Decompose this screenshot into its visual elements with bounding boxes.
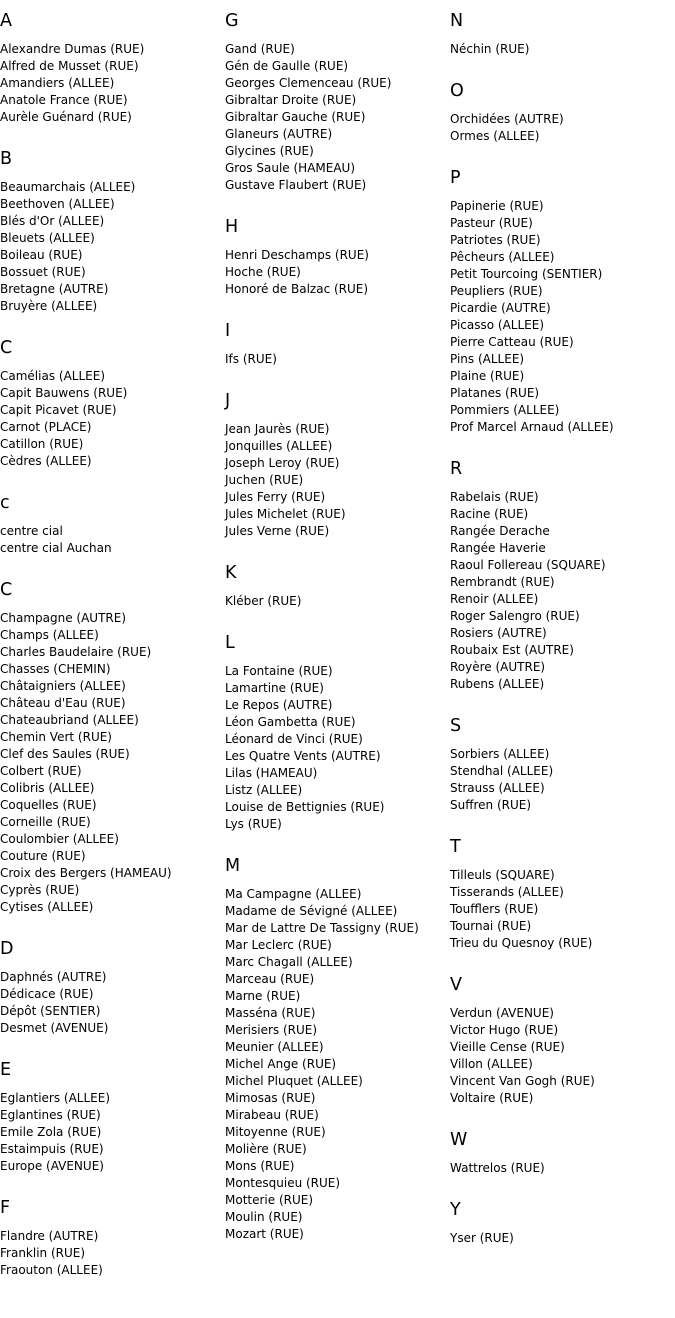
street-item: Pins (ALLEE) <box>450 352 525 366</box>
street-list <box>0 179 225 315</box>
street-item: Rosiers (AUTRE) <box>450 626 547 640</box>
street-list <box>0 41 225 126</box>
letter-group <box>225 391 450 540</box>
letter-heading: C <box>0 338 13 358</box>
letter-group <box>450 81 675 145</box>
street-item: Cèdres (ALLEE) <box>0 454 92 468</box>
street-item: Meunier (ALLEE) <box>225 1040 324 1054</box>
street-item: Champagne (AUTRE) <box>0 611 127 625</box>
street-item: Michel Ange (RUE) <box>225 1057 337 1071</box>
street-item: Georges Clemenceau (RUE) <box>225 76 392 90</box>
street-item: Cyprès (RUE) <box>0 883 80 897</box>
street-item: Prof Marcel Arnaud (ALLEE) <box>450 420 614 434</box>
street-item: Dépôt (SENTIER) <box>0 1004 101 1018</box>
letter-heading: Y <box>450 1200 461 1220</box>
street-item: Mimosas (RUE) <box>225 1091 316 1105</box>
street-list <box>0 368 225 470</box>
street-item: Desmet (AVENUE) <box>0 1021 109 1035</box>
street-item: Jean Jaurès (RUE) <box>225 422 330 436</box>
letter-heading: F <box>0 1198 11 1218</box>
letter-heading: D <box>0 939 14 959</box>
street-item: Mar Leclerc (RUE) <box>225 938 332 952</box>
letter-heading: N <box>450 11 464 31</box>
street-list <box>450 1005 675 1107</box>
street-item: Merisiers (RUE) <box>225 1023 318 1037</box>
street-item: Dédicace (RUE) <box>0 987 94 1001</box>
letter-heading: E <box>0 1060 12 1080</box>
street-item: Villon (ALLEE) <box>450 1057 533 1071</box>
street-item: Croix des Bergers (HAMEAU) <box>0 866 172 880</box>
letter-group <box>450 975 675 1107</box>
index-column <box>450 0 675 1247</box>
street-item: Le Repos (AUTRE) <box>225 698 333 712</box>
street-item: Bleuets (ALLEE) <box>0 231 95 245</box>
street-item: Suffren (RUE) <box>450 798 532 812</box>
street-item: Marne (RUE) <box>225 989 301 1003</box>
street-item: Juchen (RUE) <box>225 473 304 487</box>
letter-heading: B <box>0 149 13 169</box>
letter-group <box>225 856 450 1243</box>
street-item: Yser (RUE) <box>450 1231 514 1245</box>
street-item: Jules Verne (RUE) <box>225 524 330 538</box>
street-item: Petit Tourcoing (SENTIER) <box>450 267 603 281</box>
street-item: Alfred de Musset (RUE) <box>0 59 139 73</box>
street-item: Charles Baudelaire (RUE) <box>0 645 152 659</box>
street-item: Raoul Follereau (SQUARE) <box>450 558 606 572</box>
street-list <box>225 663 450 833</box>
letter-heading: O <box>450 81 464 101</box>
street-item: Racine (RUE) <box>450 507 529 521</box>
street-list <box>0 523 225 557</box>
street-item: Masséna (RUE) <box>225 1006 316 1020</box>
street-item: Mozart (RUE) <box>225 1227 304 1241</box>
street-item: Stendhal (ALLEE) <box>450 764 554 778</box>
letter-heading: I <box>225 321 231 341</box>
street-item: Coulombier (ALLEE) <box>0 832 119 846</box>
street-item: Tilleuls (SQUARE) <box>450 868 555 882</box>
street-item: Blés d'Or (ALLEE) <box>0 214 105 228</box>
street-item: Colibris (ALLEE) <box>0 781 95 795</box>
street-item: Royère (AUTRE) <box>450 660 546 674</box>
street-item: Clef des Saules (RUE) <box>0 747 130 761</box>
street-list <box>0 1228 225 1279</box>
street-item: Montesquieu (RUE) <box>225 1176 341 1190</box>
street-list <box>450 867 675 952</box>
letter-heading: G <box>225 11 239 31</box>
street-item: Ifs (RUE) <box>225 352 277 366</box>
street-item: Voltaire (RUE) <box>450 1091 534 1105</box>
street-item: Chemin Vert (RUE) <box>0 730 112 744</box>
index-column <box>0 0 225 1279</box>
street-list <box>225 421 450 540</box>
street-item: Jules Ferry (RUE) <box>225 490 326 504</box>
letter-heading: K <box>225 563 237 583</box>
letter-heading: A <box>0 11 12 31</box>
street-item: Bretagne (AUTRE) <box>0 282 109 296</box>
street-item: Chateaubriand (ALLEE) <box>0 713 139 727</box>
street-item: Roubaix Est (AUTRE) <box>450 643 574 657</box>
letter-heading: M <box>225 856 241 876</box>
letter-group <box>450 459 675 693</box>
street-item: Franklin (RUE) <box>0 1246 86 1260</box>
street-item: Henri Deschamps (RUE) <box>225 248 369 262</box>
street-item: Alexandre Dumas (RUE) <box>0 42 145 56</box>
street-list <box>450 1160 675 1177</box>
letter-heading: C <box>0 580 13 600</box>
street-item: Léon Gambetta (RUE) <box>225 715 356 729</box>
letter-heading: R <box>450 459 463 479</box>
street-list <box>0 969 225 1037</box>
street-item: Corneille (RUE) <box>0 815 91 829</box>
letter-group <box>225 11 450 194</box>
street-item: Pommiers (ALLEE) <box>450 403 560 417</box>
street-item: La Fontaine (RUE) <box>225 664 333 678</box>
street-list <box>225 41 450 194</box>
street-item: Moulin (RUE) <box>225 1210 303 1224</box>
street-item: Europe (AVENUE) <box>0 1159 104 1173</box>
street-item: Mitoyenne (RUE) <box>225 1125 326 1139</box>
letter-heading: J <box>225 391 231 411</box>
letter-group <box>450 837 675 952</box>
street-list <box>450 198 675 436</box>
letter-heading: S <box>450 716 462 736</box>
street-list <box>450 111 675 145</box>
street-item: Tournai (RUE) <box>450 919 532 933</box>
street-item: Lys (RUE) <box>225 817 282 831</box>
street-item: Rangée Derache <box>450 524 550 538</box>
street-item: Bossuet (RUE) <box>0 265 86 279</box>
street-item: Patriotes (RUE) <box>450 233 541 247</box>
street-item: Rubens (ALLEE) <box>450 677 545 691</box>
street-item: Listz (ALLEE) <box>225 783 303 797</box>
letter-group <box>225 321 450 368</box>
letter-group <box>0 1198 225 1279</box>
street-list <box>450 41 675 58</box>
street-item: Néchin (RUE) <box>450 42 530 56</box>
street-item: Gibraltar Droite (RUE) <box>225 93 357 107</box>
street-item: Michel Pluquet (ALLEE) <box>225 1074 363 1088</box>
letter-group <box>450 168 675 436</box>
street-item: Picasso (ALLEE) <box>450 318 545 332</box>
street-item: Cytises (ALLEE) <box>0 900 94 914</box>
street-item: Platanes (RUE) <box>450 386 540 400</box>
street-list <box>450 489 675 693</box>
street-item: Anatole France (RUE) <box>0 93 128 107</box>
letter-group <box>450 1130 675 1177</box>
street-list <box>450 746 675 814</box>
street-item: Camélias (ALLEE) <box>0 369 105 383</box>
street-item: Capit Picavet (RUE) <box>0 403 117 417</box>
street-item: Flandre (AUTRE) <box>0 1229 99 1243</box>
street-item: Mar de Lattre De Tassigny (RUE) <box>225 921 419 935</box>
letter-group <box>0 939 225 1037</box>
letter-heading: c <box>0 493 10 513</box>
letter-heading: T <box>450 837 461 857</box>
street-list <box>225 351 450 368</box>
street-item: Marc Chagall (ALLEE) <box>225 955 353 969</box>
street-item: Ormes (ALLEE) <box>450 129 540 143</box>
street-item: Ma Campagne (ALLEE) <box>225 887 362 901</box>
street-item: Capit Bauwens (RUE) <box>0 386 128 400</box>
street-item: Jules Michelet (RUE) <box>225 507 346 521</box>
street-item: Estaimpuis (RUE) <box>0 1142 104 1156</box>
letter-group <box>0 580 225 916</box>
street-item: Les Quatre Vents (AUTRE) <box>225 749 381 763</box>
street-item: Beethoven (ALLEE) <box>0 197 115 211</box>
street-item: Chasses (CHEMIN) <box>0 662 111 676</box>
letter-group <box>0 1060 225 1175</box>
street-item: Vieille Cense (RUE) <box>450 1040 565 1054</box>
letter-group <box>450 716 675 814</box>
street-item: Amandiers (ALLEE) <box>0 76 115 90</box>
street-list <box>225 247 450 298</box>
letter-group <box>450 11 675 58</box>
street-item: Roger Salengro (RUE) <box>450 609 580 623</box>
street-item: Orchidées (AUTRE) <box>450 112 564 126</box>
street-item: Peupliers (RUE) <box>450 284 543 298</box>
street-item: Rabelais (RUE) <box>450 490 539 504</box>
street-item: Jonquilles (ALLEE) <box>225 439 333 453</box>
street-item: Colbert (RUE) <box>0 764 82 778</box>
street-item: Renoir (ALLEE) <box>450 592 539 606</box>
street-item: Kléber (RUE) <box>225 594 302 608</box>
street-item: Boileau (RUE) <box>0 248 83 262</box>
street-item: Molière (RUE) <box>225 1142 307 1156</box>
letter-group <box>225 217 450 298</box>
letter-heading: V <box>450 975 462 995</box>
street-item: Tisserands (ALLEE) <box>450 885 564 899</box>
street-item: Gén de Gaulle (RUE) <box>225 59 349 73</box>
street-item: Catillon (RUE) <box>0 437 84 451</box>
street-list <box>0 610 225 916</box>
street-item: Victor Hugo (RUE) <box>450 1023 559 1037</box>
street-item: Louise de Bettignies (RUE) <box>225 800 385 814</box>
street-item: Honoré de Balzac (RUE) <box>225 282 369 296</box>
letter-group <box>0 11 225 126</box>
street-item: Eglantiers (ALLEE) <box>0 1091 111 1105</box>
street-item: Coquelles (RUE) <box>0 798 97 812</box>
street-item: Picardie (AUTRE) <box>450 301 551 315</box>
street-item: Glycines (RUE) <box>225 144 314 158</box>
street-list <box>225 593 450 610</box>
street-item: Sorbiers (ALLEE) <box>450 747 550 761</box>
street-item: Marceau (RUE) <box>225 972 315 986</box>
street-item: Strauss (ALLEE) <box>450 781 545 795</box>
street-item: Gand (RUE) <box>225 42 295 56</box>
street-item: centre cial Auchan <box>0 541 112 555</box>
letter-heading: H <box>225 217 239 237</box>
index-column <box>225 0 450 1243</box>
street-item: Pasteur (RUE) <box>450 216 533 230</box>
street-item: Wattrelos (RUE) <box>450 1161 545 1175</box>
letter-group <box>225 633 450 833</box>
letter-heading: W <box>450 1130 468 1150</box>
street-item: Glaneurs (AUTRE) <box>225 127 333 141</box>
street-item: Rangée Haverie <box>450 541 546 555</box>
street-item: Mons (RUE) <box>225 1159 295 1173</box>
street-item: Gros Saule (HAMEAU) <box>225 161 356 175</box>
street-item: Plaine (RUE) <box>450 369 525 383</box>
street-item: Couture (RUE) <box>0 849 86 863</box>
street-item: Lilas (HAMEAU) <box>225 766 318 780</box>
letter-group <box>0 149 225 315</box>
street-list <box>0 1090 225 1175</box>
street-item: Mirabeau (RUE) <box>225 1108 319 1122</box>
street-item: Château d'Eau (RUE) <box>0 696 126 710</box>
street-item: Pêcheurs (ALLEE) <box>450 250 555 264</box>
street-item: Madame de Sévigné (ALLEE) <box>225 904 398 918</box>
street-list <box>225 886 450 1243</box>
street-item: Bruyère (ALLEE) <box>0 299 98 313</box>
street-item: Fraouton (ALLEE) <box>0 1263 103 1277</box>
street-item: Toufflers (RUE) <box>450 902 539 916</box>
street-item: Pierre Catteau (RUE) <box>450 335 574 349</box>
street-item: Motterie (RUE) <box>225 1193 314 1207</box>
street-item: Hoche (RUE) <box>225 265 301 279</box>
letter-group <box>0 493 225 557</box>
letter-group <box>225 563 450 610</box>
street-item: Trieu du Quesnoy (RUE) <box>450 936 593 950</box>
street-item: Papinerie (RUE) <box>450 199 544 213</box>
street-item: Vincent Van Gogh (RUE) <box>450 1074 595 1088</box>
street-item: Châtaigniers (ALLEE) <box>0 679 126 693</box>
letter-group <box>0 338 225 470</box>
street-item: Joseph Leroy (RUE) <box>225 456 340 470</box>
street-item: Lamartine (RUE) <box>225 681 324 695</box>
street-item: Champs (ALLEE) <box>0 628 99 642</box>
letter-group <box>450 1200 675 1247</box>
street-item: centre cial <box>0 524 63 538</box>
street-item: Rembrandt (RUE) <box>450 575 555 589</box>
street-item: Aurèle Guénard (RUE) <box>0 110 132 124</box>
street-item: Eglantines (RUE) <box>0 1108 101 1122</box>
letter-heading: L <box>225 633 235 653</box>
street-item: Gustave Flaubert (RUE) <box>225 178 367 192</box>
street-item: Léonard de Vinci (RUE) <box>225 732 363 746</box>
letter-heading: P <box>450 168 461 188</box>
street-item: Beaumarchais (ALLEE) <box>0 180 136 194</box>
street-item: Daphnés (AUTRE) <box>0 970 107 984</box>
street-item: Carnot (PLACE) <box>0 420 92 434</box>
street-item: Gibraltar Gauche (RUE) <box>225 110 366 124</box>
street-list <box>450 1230 675 1247</box>
street-item: Emile Zola (RUE) <box>0 1125 102 1139</box>
street-item: Verdun (AVENUE) <box>450 1006 554 1020</box>
